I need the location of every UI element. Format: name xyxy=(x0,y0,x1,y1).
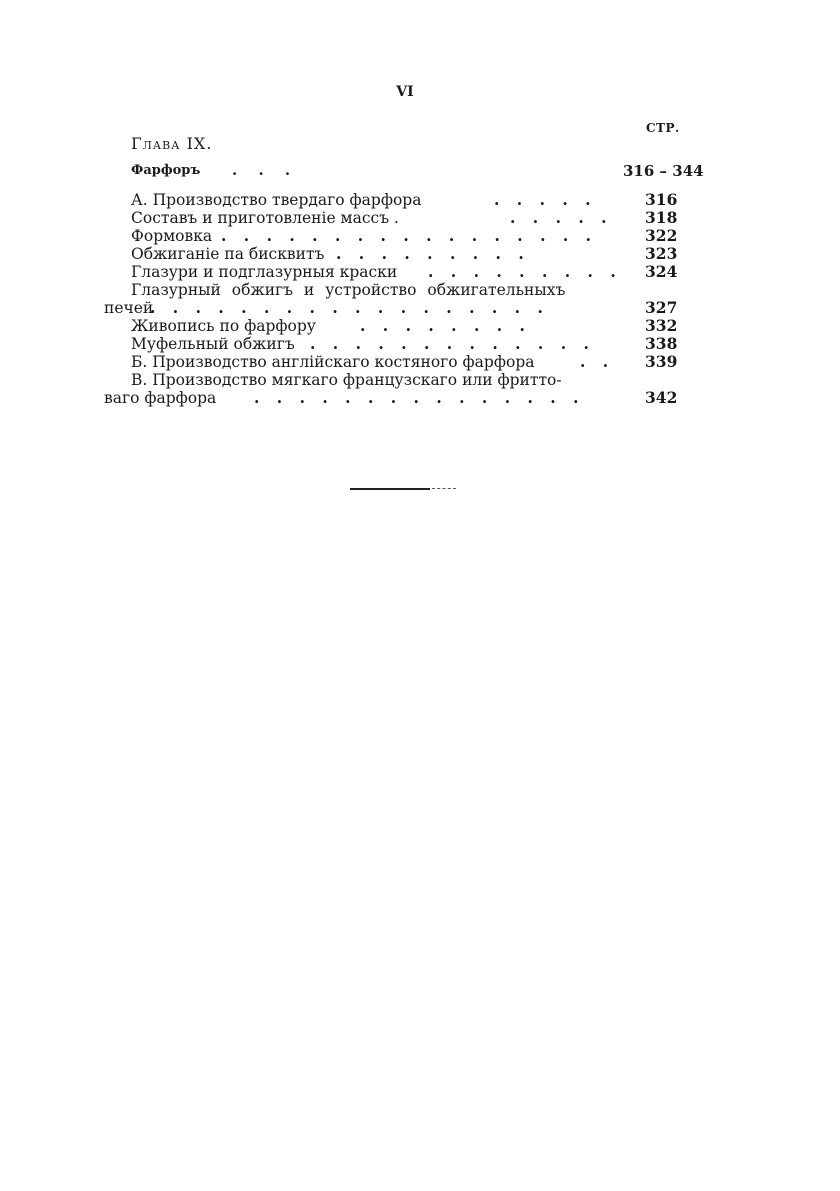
toc-entry xyxy=(0,353,840,371)
toc-entry xyxy=(0,299,840,317)
toc-entry-page: 323 xyxy=(645,244,678,263)
toc-entry-title: ваго фарфора xyxy=(104,389,217,407)
toc-entry-leader: . . . . . . . . . . . . . . . . . . xyxy=(150,298,549,317)
toc-entry xyxy=(0,281,840,299)
toc-entry xyxy=(0,389,840,407)
toc-entry-page: 324 xyxy=(645,262,678,281)
toc-entry-page: 322 xyxy=(645,226,678,245)
toc-entry-leader: . . . . . . . . . xyxy=(428,262,622,281)
toc-entry xyxy=(0,227,840,245)
toc-entry-title: Муфельный обжигъ xyxy=(131,335,295,353)
chapter-title: Фарфоръ xyxy=(131,163,201,178)
toc-entry-leader: . . . . . xyxy=(510,208,613,227)
chapter-label-text: Глава IX. xyxy=(131,134,213,153)
toc-entry-page: 342 xyxy=(645,388,678,407)
toc-entry-leader: . . . . . . . . . . . . . xyxy=(310,334,595,353)
toc-entry-page: 316 xyxy=(645,190,678,209)
chapter-title-leader: . . . xyxy=(232,161,299,179)
toc-entry-leader: . . . . . . . . . . . . . . . xyxy=(254,388,585,407)
page-column-header: СТР. xyxy=(646,121,680,135)
toc-entry-title: Составъ и приготовленіе массъ . xyxy=(131,209,399,227)
toc-entry xyxy=(0,371,840,389)
table-of-contents xyxy=(0,191,840,407)
toc-entry-leader: . . . . . . . . . . . . . . . . . xyxy=(221,226,598,245)
toc-entry xyxy=(0,191,840,209)
toc-entry-page: 332 xyxy=(645,316,678,335)
toc-entry-title: Глазурный обжигъ и устройство обжигательныхъ xyxy=(131,281,566,299)
section-divider-tail xyxy=(432,488,456,489)
toc-entry xyxy=(0,245,840,263)
toc-entry-page: 339 xyxy=(645,352,678,371)
toc-entry-leader: . . . . . . . . xyxy=(360,316,531,335)
toc-entry xyxy=(0,335,840,353)
toc-entry-title: Глазури и подглазурныя краски xyxy=(131,263,398,281)
toc-entry-page: 327 xyxy=(645,298,678,317)
page-number: VI xyxy=(396,84,414,100)
toc-entry-title: Обжиганіе па бисквитъ xyxy=(131,245,325,263)
toc-entry xyxy=(0,263,840,281)
toc-entry-leader: . . xyxy=(580,352,615,371)
toc-entry-page: 318 xyxy=(645,208,678,227)
toc-entry-leader: . . . . . xyxy=(494,190,597,209)
toc-entry-title: Формовка xyxy=(131,227,213,245)
toc-entry-title: Живопись по фарфору xyxy=(131,317,316,335)
toc-entry-title: Б. Производство англійскаго костяного фарфора xyxy=(131,353,535,371)
chapter-label xyxy=(131,134,212,153)
toc-entry-title: В. Производство мягкаго французскаго или фритто- xyxy=(131,371,562,389)
chapter-page-range: 316 – 344 xyxy=(623,162,704,180)
toc-entry-title: А. Производство твердаго фарфора xyxy=(131,191,422,209)
toc-entry xyxy=(0,317,840,335)
toc-entry xyxy=(0,209,840,227)
toc-entry-title: печей xyxy=(104,299,154,317)
toc-entry-page: 338 xyxy=(645,334,678,353)
section-divider xyxy=(350,488,430,490)
toc-entry-leader: . . . . . . . . . xyxy=(336,244,530,263)
